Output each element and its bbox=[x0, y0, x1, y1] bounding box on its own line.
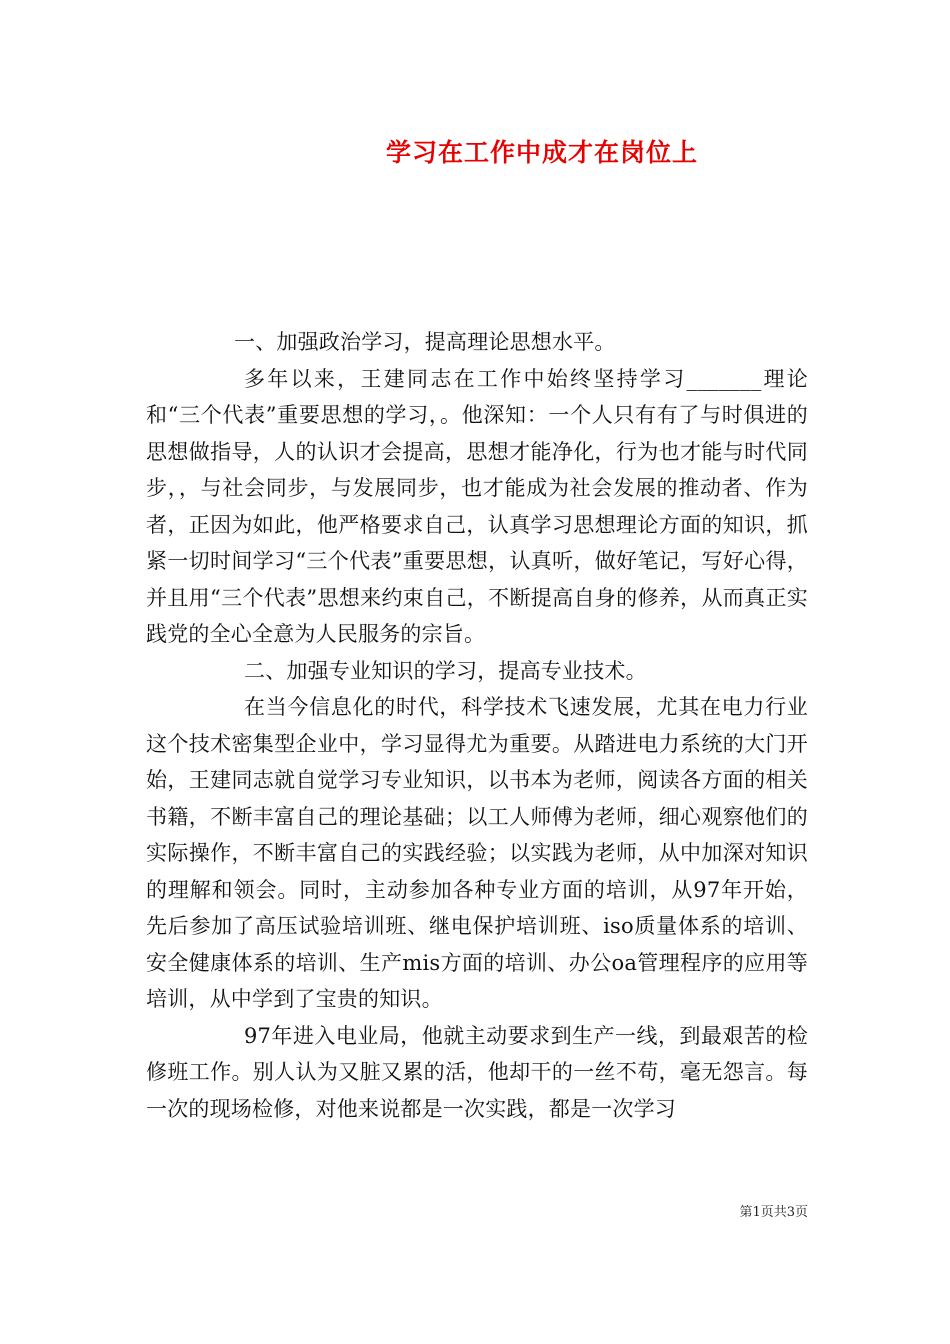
page-number-footer: 第1页共3页 bbox=[739, 1205, 808, 1220]
paragraph-professional-study: 在当今信息化的时代，科学技术飞速发展，尤其在电力行业这个技术密集型企业中，学习显得尤为重要。从踏进电力系统的大门开始，王建同志就自觉学习专业知识，以书本为老师，阅读各方面的相关书籍，不断丰富自己的理论基础；以工人师傅为老师，细心观察他们的实际操作，不断丰富自己的实践经验；以实践为老师，从中加深对知识的理解和领会。同时，主动参加各种专业方面的培训，从97年开始，先后参加了高压试验培训班、继电保护培训班、iso质量体系的培训、安全健康体系的培训、生产mis方面的培训、办公oa管理程序的应用等培训，从中学到了宝贵的知识。 bbox=[146, 695, 808, 1011]
document-title: 学习在工作中成才在岗位上 bbox=[385, 138, 698, 167]
document-body bbox=[146, 324, 808, 1127]
paragraph-field-work: 97年进入电业局，他就主动要求到生产一线，到最艰苦的检修班工作。别人认为又脏又累的活，他却干的一丝不苟，毫无怨言。每一次的现场检修，对他来说都是一次实践，都是一次学习 bbox=[146, 1023, 808, 1121]
section-heading-professional-study: 二、加强专业知识的学习，提高专业技术。 bbox=[244, 658, 647, 683]
section-heading-political-study: 一、加强政治学习，提高理论思想水平。 bbox=[234, 330, 616, 354]
paragraph-political-study: 多年以来，王建同志在工作中始终坚持学习_______理论和“三个代表”重要思想的学习，。他深知：一个人只有有了与时俱进的思想做指导，人的认识才会提高，思想才能净化，行为也才能与时代同步，，与社会同步，与发展同步，也才能成为社会发展的推动者、作为者，正因为如此，他严格要求自己，认真学习思想理论方面的知识，抓紧一切时间学习“三个代表”重要思想，认真听，做好笔记，写好心得，并且用“三个代表”思想来约束自己，不断提高自身的修养，从而真正实践党的全心全意为人民服务的宗旨。 bbox=[146, 366, 808, 646]
